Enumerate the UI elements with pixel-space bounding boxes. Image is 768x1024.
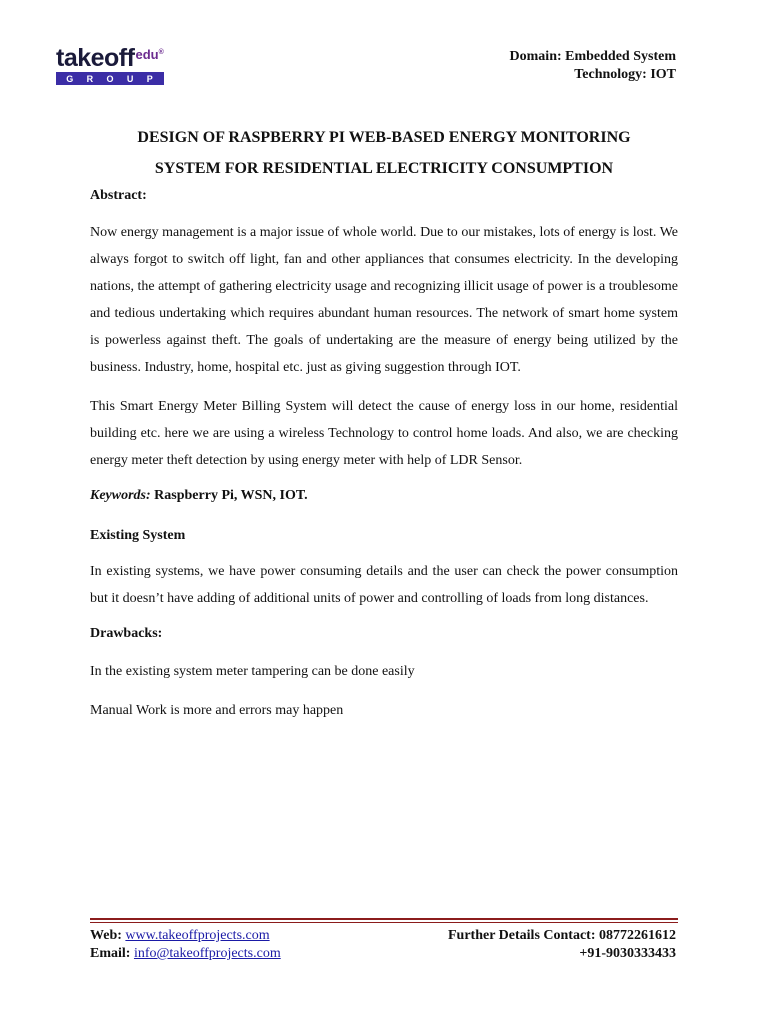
- footer-rule-thin: [90, 922, 678, 923]
- footer-phone: [448, 927, 676, 963]
- existing-system-heading: Existing System: [90, 528, 186, 543]
- abstract-paragraph-2: This Smart Energy Meter Billing System will detect the cause of energy loss in our home, residential building etc. here we are using a wireless Technology to control home loads. And also, we are checking energy meter theft detection by using energy meter with help of LDR Sensor.: [90, 399, 678, 468]
- title-line-2: SYSTEM FOR RESIDENTIAL ELECTRICITY CONSUMPTION: [154, 160, 614, 177]
- footer-rule: [90, 918, 678, 920]
- web-label: Web:: [90, 928, 126, 943]
- document-title: [90, 122, 678, 184]
- logo-suffix: edu: [135, 47, 159, 62]
- document-meta: [510, 48, 676, 84]
- logo-group-letter: P: [146, 73, 154, 84]
- keywords-label: Keywords:: [90, 488, 151, 503]
- logo-group-bar: [56, 72, 164, 85]
- logo-registered-mark: ®: [158, 49, 164, 56]
- logo-group-letter: G: [66, 73, 75, 84]
- abstract-heading: Abstract:: [90, 188, 147, 203]
- drawbacks-heading: Drawbacks:: [90, 626, 163, 641]
- abstract-paragraph-1: Now energy management is a major issue of whole world. Due to our mistakes, lots of energy is lost. We always forgot to switch off light, fan and other appliances that consumes electricity. In the developing nations, the attempt of gathering electricity usage and recognizing illicit usage of power is a troublesome and tedious undertaking which requires abundant human resources. The network of smart home system is powerless against theft. The goals of undertaking are the measure of energy being utilized by the business. Industry, home, hospital etc. just as giving suggestion through IOT.: [90, 225, 678, 375]
- footer-web: [90, 927, 281, 945]
- email-link[interactable]: info@takeoffprojects.com: [133, 946, 281, 961]
- keywords-value: Raspberry Pi, WSN, IOT.: [150, 488, 308, 503]
- company-logo: [56, 44, 176, 88]
- drawback-item: In the existing system meter tampering can be done easily: [90, 664, 415, 679]
- phone-line: +91-9030333433: [579, 946, 676, 961]
- website-link[interactable]: www.takeoffprojects.com: [125, 928, 270, 943]
- document-body: [90, 186, 678, 724]
- logo-brand: takeoff: [56, 44, 135, 72]
- keywords-line: [90, 486, 678, 506]
- email-label: Email:: [90, 946, 134, 961]
- logo-wordmark: [56, 44, 164, 73]
- logo-group-letter: R: [86, 73, 95, 84]
- footer-contact-links: [90, 927, 281, 963]
- drawback-item: Manual Work is more and errors may happen: [90, 703, 344, 718]
- technology-line: Technology: IOT: [574, 67, 676, 82]
- contact-line: Further Details Contact: 08772261612: [448, 928, 676, 943]
- existing-system-paragraph: In existing systems, we have power consuming details and the user can check the power consumption but it doesn’t have adding of additional units of power and controlling of loads from long distances.: [90, 564, 678, 606]
- footer-email: [90, 945, 281, 963]
- title-line-1: DESIGN OF RASPBERRY PI WEB-BASED ENERGY MONITORING: [137, 129, 631, 146]
- domain-line: Domain: Embedded System: [509, 49, 676, 64]
- logo-group-letter: U: [126, 73, 135, 84]
- logo-group-letter: O: [106, 73, 115, 84]
